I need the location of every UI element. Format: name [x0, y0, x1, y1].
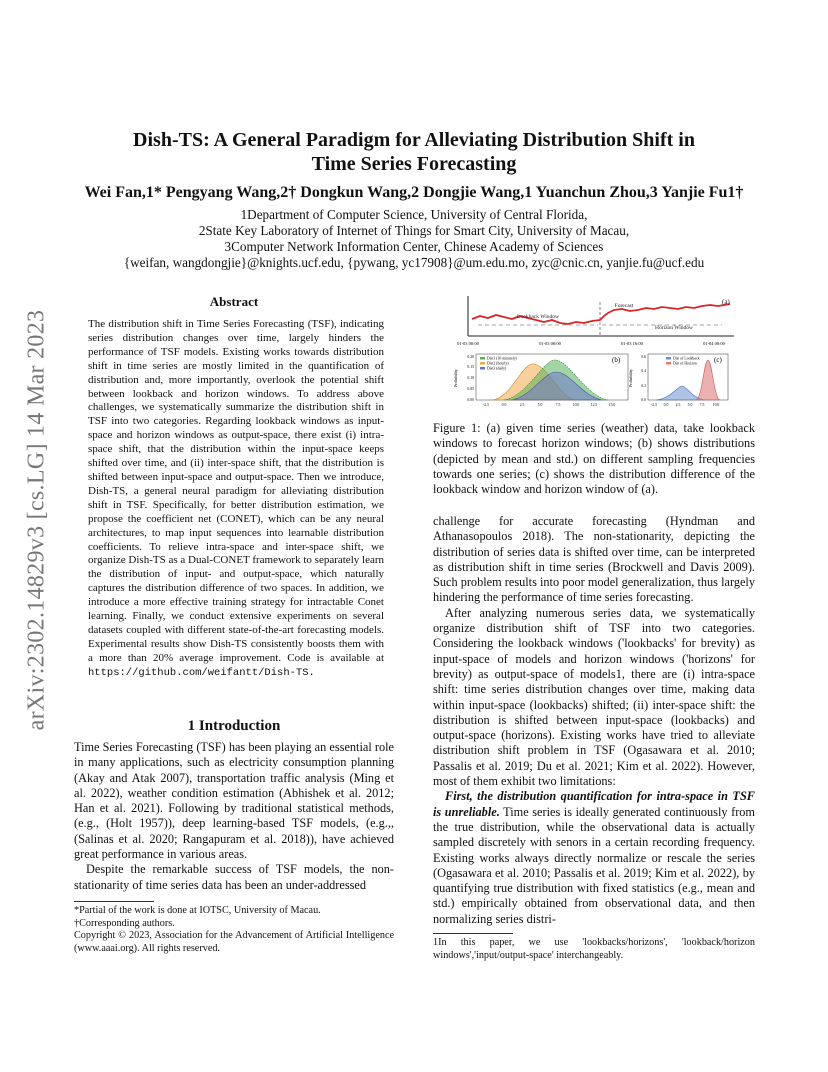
code-link[interactable]: https://github.com/weifantt/Dish-TS.	[88, 666, 315, 679]
legend-swatch	[666, 362, 671, 365]
x-tick: 12.5	[590, 403, 598, 407]
abstract-body	[88, 318, 384, 681]
y-tick: 0.2	[641, 384, 646, 388]
title-line-1: Dish-TS: A General Paradigm for Alleviating Distribution Shift in	[133, 129, 695, 151]
footnote-terminology: 1In this paper, we use 'lookbacks/horizons', 'lookback/horizon windows','input/output-space' interchangeably.	[433, 937, 755, 961]
y-tick: 0.6	[641, 355, 646, 359]
panel-c-tag: (c)	[714, 356, 722, 364]
x-tick: 2.5	[675, 403, 681, 407]
y-tick: 0.4	[641, 369, 646, 373]
y-tick: 0.20	[467, 355, 474, 359]
intro-right-column	[433, 514, 755, 962]
horizon-dist-curve	[696, 360, 720, 400]
paper-title	[100, 128, 728, 176]
panel-a-tag: (a)	[722, 298, 730, 306]
author-list: Wei Fan,1* Pengyang Wang,2† Dongkun Wang,2 Dongjie Wang,1 Yuanchun Zhou,3 Yanjie Fu1†	[84, 184, 744, 201]
y-tick: 0.15	[467, 365, 474, 369]
intro-paragraph-2: Despite the remarkable success of TSF models, the non-stationarity of time series data has been an under-addressed	[74, 862, 394, 892]
arxiv-sidebar-stamp	[22, 285, 52, 755]
legend-entry: Dist of Lookback	[673, 356, 700, 361]
footnote-corresponding: †Corresponding authors.	[74, 917, 175, 929]
x-tick: 15.0	[608, 403, 616, 407]
figure-1-svg	[452, 292, 758, 414]
right-paragraph-3	[433, 789, 755, 927]
time-series-line	[472, 304, 730, 324]
x-tick: 10.0	[572, 403, 580, 407]
affiliation-1: 1Department of Computer Science, University of Central Florida,	[240, 207, 588, 222]
affiliations	[60, 207, 768, 271]
limitation-1-text: Time series is ideally generated continuously from the true distribution, while the observational data is actually sampled discretely with senors in a certain recording frequency. Existing works always directly normalize or rescale the series (Ogasawara et al. 2010; Passalis et al. 2019; Kim et al. 2022), by quantifying true distribution with fixed statistics (e.g., mean and std.) empirically obtained from observational data, and then normalizing series distri-	[433, 804, 755, 926]
legend-swatch	[480, 362, 485, 365]
y-tick: 0.00	[467, 398, 474, 402]
intro-left-column	[74, 740, 394, 955]
y-tick: 0.0	[641, 398, 646, 402]
x-tick: 5.0	[687, 403, 693, 407]
legend-swatch	[666, 357, 671, 360]
copyright-notice: Copyright © 2023, Association for the Advancement of Artificial Intelligence (www.aaai.org). All rights reserved.	[74, 930, 394, 954]
legend-entry: Dist2 (hourly)	[487, 361, 509, 366]
lookback-window-label: Lookback Window	[517, 314, 559, 320]
limitation-1-lead: First, the distribution quantification for intra-space in TSF is unreliable.	[433, 789, 755, 819]
x-tick: 10.0	[712, 403, 720, 407]
panel-b-ylabel: Probability	[453, 369, 458, 387]
panel-a-tick: 01-03 08:00	[539, 341, 561, 346]
x-tick: -2.5	[650, 403, 658, 407]
panel-a-tick: 01-03 00:00	[457, 341, 479, 346]
author-emails: {weifan, wangdongjie}@knights.ucf.edu, {pywang, yc17908}@um.edu.mo, zyc@cnic.cn, yanjie.fu@ucf.edu	[123, 255, 705, 270]
panel-a	[457, 296, 734, 346]
abstract-heading: Abstract	[209, 294, 259, 309]
x-tick: -2.5	[482, 403, 490, 407]
panel-a-tick: 01-04 00:00	[703, 341, 725, 346]
x-tick: 7.5	[699, 403, 705, 407]
panel-c	[628, 354, 728, 407]
right-paragraph-1: challenge for accurate forecasting (Hyndman and Athanasopoulos 2018). The non-stationarity, depicting the distribution of series data is shifted over time, can be interpreted as distribution shift in time series (Brockwell and Davis 2009). Such problem results into poor model generalization, thus largely hindering the performance of time series forecasting.	[433, 514, 755, 605]
footnote-rule	[74, 901, 154, 902]
legend-entry: Dist3 (daily)	[487, 366, 507, 371]
x-tick: 2.5	[519, 403, 525, 407]
title-line-2: Time Series Forecasting	[311, 153, 517, 175]
figure-1-caption: Figure 1: (a) given time series (weather) data, take lookback windows to forecast horizon windows; (b) shows distributions (depicted by mean and std.) on different sampling frequencies towards one series; (c) shows the distribution difference of the lookback window and horizon window of (a).	[433, 421, 755, 497]
forecast-label: Forecast	[614, 303, 634, 309]
panel-b	[453, 354, 628, 407]
x-tick: 5.0	[537, 403, 543, 407]
intro-paragraph-1: Time Series Forecasting (TSF) has been playing an essential role in many applications, such as electricity consumption planning (Akay and Atak 2007), transportation traffic analysis (Ming et al. 2022), weather condition estimation (Abhishek et al. 2012; Han et al. 2021). Following by traditional statistical methods, (e.g., (Holt 1957)), deep learning-based TSF models, (e.g.,, (Salinas et al. 2020; Rangapuram et al. 2018)), have achieved great performance in various areas.	[74, 740, 394, 862]
figure-1	[452, 292, 758, 414]
y-tick: 0.05	[467, 387, 474, 391]
arxiv-id: arXiv:2302.14829v3 [cs.LG] 14 Mar 2023	[23, 309, 50, 731]
panel-b-tag: (b)	[612, 356, 621, 364]
section-heading-introduction: 1 Introduction	[187, 718, 281, 734]
footnote-rule	[433, 933, 513, 934]
legend-entry: Dist of Horizon	[673, 361, 697, 366]
legend-swatch	[480, 357, 485, 360]
affiliation-2: 2State Key Laboratory of Internet of Things for Smart City, University of Macau,	[198, 223, 630, 238]
x-tick: 0.0	[501, 403, 507, 407]
footnote-partial-work: *Partial of the work is done at IOTSC, University of Macau.	[74, 904, 321, 916]
panel-a-tick: 01-03 16:00	[621, 341, 643, 346]
x-tick: 7.5	[555, 403, 561, 407]
x-tick: 0.0	[663, 403, 669, 407]
abstract-text: The distribution shift in Time Series Forecasting (TSF), indicating series distribution changes over time, largely hinders the performance of TSF models. Existing works towards distribution shift in time series are mostly limited in the quantification of distribution and, more importantly, overlook the potential shift between lookback and horizon windows. To address above challenges, we systematically summarize the distribution shift in TSF into two categories. Regarding lookback windows as input-space and horizon windows as output-space, there exist (i) intra-space shift, that the distribution within the input-space keeps shifted over time, and (ii) inter-space shift, that the distribution is shifted between input-space and output-space. Then we introduce, Dish-TS, a general neural paradigm for alleviating distribution shift in TSF. Specifically, for better distribution estimation, we propose the coefficient net (CONET), which can be any neural architectures, to map input sequences into learnable distribution coefficients. To relieve intra-space and inter-space shift, we organize Dish-TS as a Dual-CONET framework to separately learn the distribution of input- and output-space, which naturally captures the distribution difference of two spaces. In addition, we introduce a more effective training strategy for intractable Conet learning. Finally, we conduct extensive experiments on several datasets coupled with different state-of-the-art forecasting models. Experimental results show Dish-TS consistently boosts them with a more than 20% average improvement. Code is available at	[88, 318, 384, 664]
legend-entry: Dist1 (10 minutely)	[487, 356, 517, 361]
right-paragraph-2: After analyzing numerous series data, we systematically organize distribution shift of TSF into two categories. Considering the lookback windows ('lookbacks' for brevity) as input-space of models and horizon windows ('horizons' for brevity) as output-space of models1, there are (i) intra-space shift: time series distribution changes over time, making data within input-space (lookbacks) shifted; (ii) inter-space shift: the distribution is shifted between input-space (lookbacks) and output-space (horizons). Existing works have tried to alleviate distribution shift problem in TSF (Ogasawara et al. 2010; Passalis et al. 2019; Du et al. 2021; Kim et al. 2022). However, most of them exhibit two limitations:	[433, 605, 755, 789]
affiliation-3: 3Computer Network Information Center, Chinese Academy of Sciences	[224, 239, 604, 254]
panel-c-ylabel: Probability	[628, 369, 633, 387]
legend-swatch	[480, 367, 485, 370]
y-tick: 0.10	[467, 376, 474, 380]
horizon-window-label: Horizon Window	[654, 325, 694, 331]
